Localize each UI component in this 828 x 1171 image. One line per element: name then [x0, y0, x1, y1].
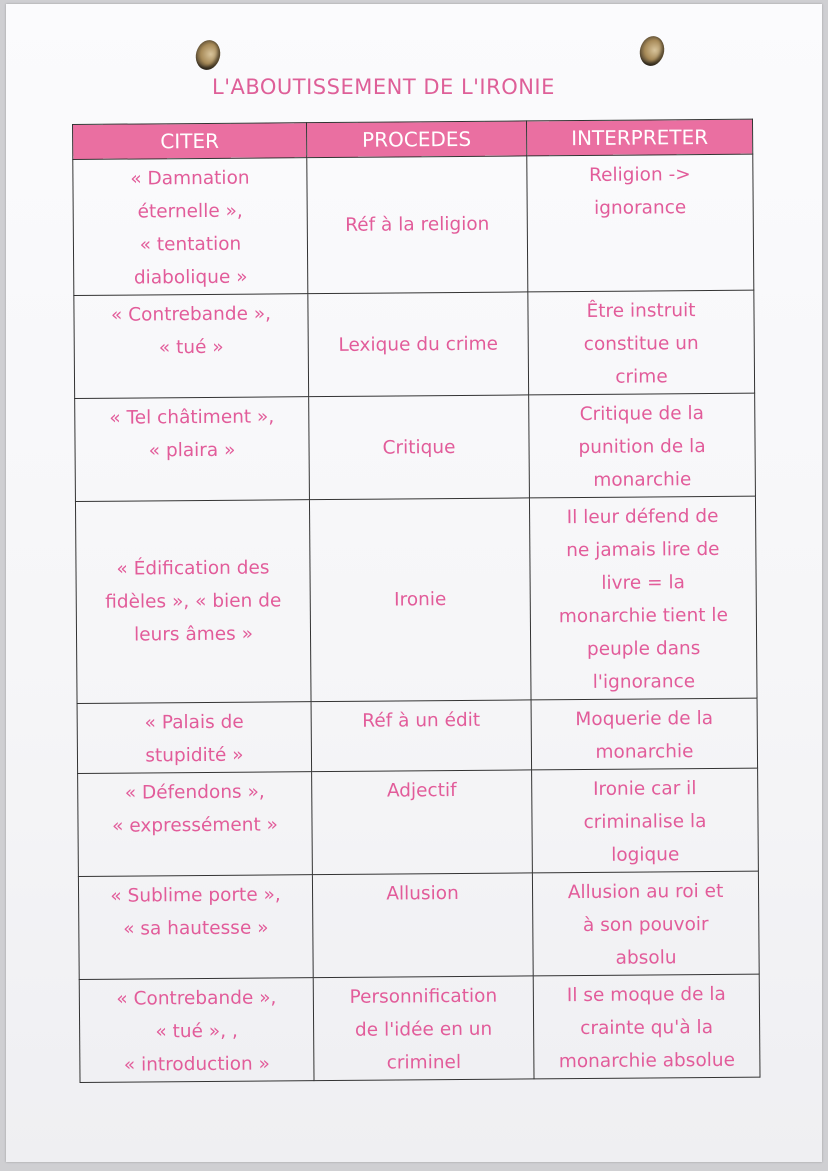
table-row: [75, 393, 756, 501]
citer-cell: [75, 500, 311, 704]
procedes-text: Lexique du crime: [338, 333, 499, 356]
interpreter-text: Il leur défend de ne jamais lire de livre = la monarchie tient le peuple dans l'ignorance: [558, 505, 728, 693]
table-row: [78, 871, 759, 979]
interpreter-cell: [532, 871, 759, 976]
interpreter-cell: [528, 290, 755, 395]
punch-hole-left: [193, 37, 224, 72]
procedes-text: Ironie: [394, 589, 447, 611]
citer-cell: [74, 294, 309, 399]
table-row: [78, 768, 759, 876]
interpreter-text: Allusion au roi et à son pouvoir absolu: [567, 880, 724, 969]
citer-text: « Édification des fidèles », « bien de leurs âmes »: [105, 557, 282, 646]
table-header-row: [73, 119, 753, 159]
interpreter-cell: [533, 974, 760, 1079]
table-row: [75, 496, 757, 703]
procedes-cell: [311, 700, 532, 772]
citer-text: « Défendons », « expressément »: [112, 781, 278, 837]
notes-table: [72, 119, 761, 1083]
citer-cell: [79, 978, 314, 1083]
procedes-cell: [312, 770, 533, 875]
citer-cell: [78, 772, 313, 877]
procedes-cell: [309, 395, 530, 500]
procedes-cell: [312, 873, 533, 978]
citer-text: « Damnation éternelle », « tentation diabolique »: [130, 167, 250, 289]
interpreter-cell: [529, 393, 756, 498]
citer-text: « Palais de stupidité »: [144, 711, 244, 767]
punch-hole-right: [637, 33, 668, 68]
citer-cell: [73, 158, 308, 296]
citer-cell: [75, 397, 310, 502]
citer-text: « Contrebande », « tué », , « introduction »: [116, 987, 277, 1076]
procedes-text: Adjectif: [386, 780, 457, 802]
interpreter-cell: [529, 496, 757, 700]
interpreter-text: Religion -> ignorance: [588, 164, 691, 219]
procedes-cell: [309, 498, 531, 702]
interpreter-text: Moquerie de la monarchie: [575, 707, 714, 763]
interpreter-cell: [532, 768, 759, 873]
procedes-text: Personnification de l'idée en un criminel: [349, 985, 498, 1074]
procedes-text: Réf à un édit: [362, 709, 481, 732]
procedes-cell: [308, 292, 529, 397]
interpreter-cell: [531, 698, 758, 770]
citer-text: « Tel châtiment », « plaira »: [109, 406, 275, 462]
citer-text: « Sublime porte », « sa hautesse »: [110, 884, 281, 940]
table-row: [79, 974, 760, 1082]
interpreter-cell: [527, 154, 754, 292]
interpreter-text: Ironie car il criminalise la logique: [583, 778, 707, 866]
citer-cell: [77, 702, 312, 774]
procedes-text: Critique: [382, 436, 456, 459]
column-header-interpreter: INTERPRETER: [526, 119, 752, 156]
column-header-citer: CITER: [73, 123, 307, 160]
column-header-procedes: PROCEDES: [306, 121, 526, 158]
interpreter-text: Être instruit constitue un crime: [583, 300, 699, 388]
table-row: [74, 290, 755, 398]
citer-text: « Contrebande », « tué »: [110, 303, 272, 359]
table-row: [73, 154, 754, 295]
procedes-text: Réf à la religion: [345, 213, 490, 236]
procedes-cell: [313, 976, 534, 1081]
interpreter-text: Il se moque de la crainte qu'à la monarchie absolue: [558, 983, 736, 1073]
table-row: [77, 698, 758, 773]
procedes-text: Allusion: [386, 882, 459, 905]
interpreter-text: Critique de la punition de la monarchie: [578, 403, 706, 491]
page-title: L'ABOUTISSEMENT DE L'IRONIE: [212, 75, 555, 99]
procedes-cell: [307, 156, 528, 294]
citer-cell: [78, 875, 313, 980]
